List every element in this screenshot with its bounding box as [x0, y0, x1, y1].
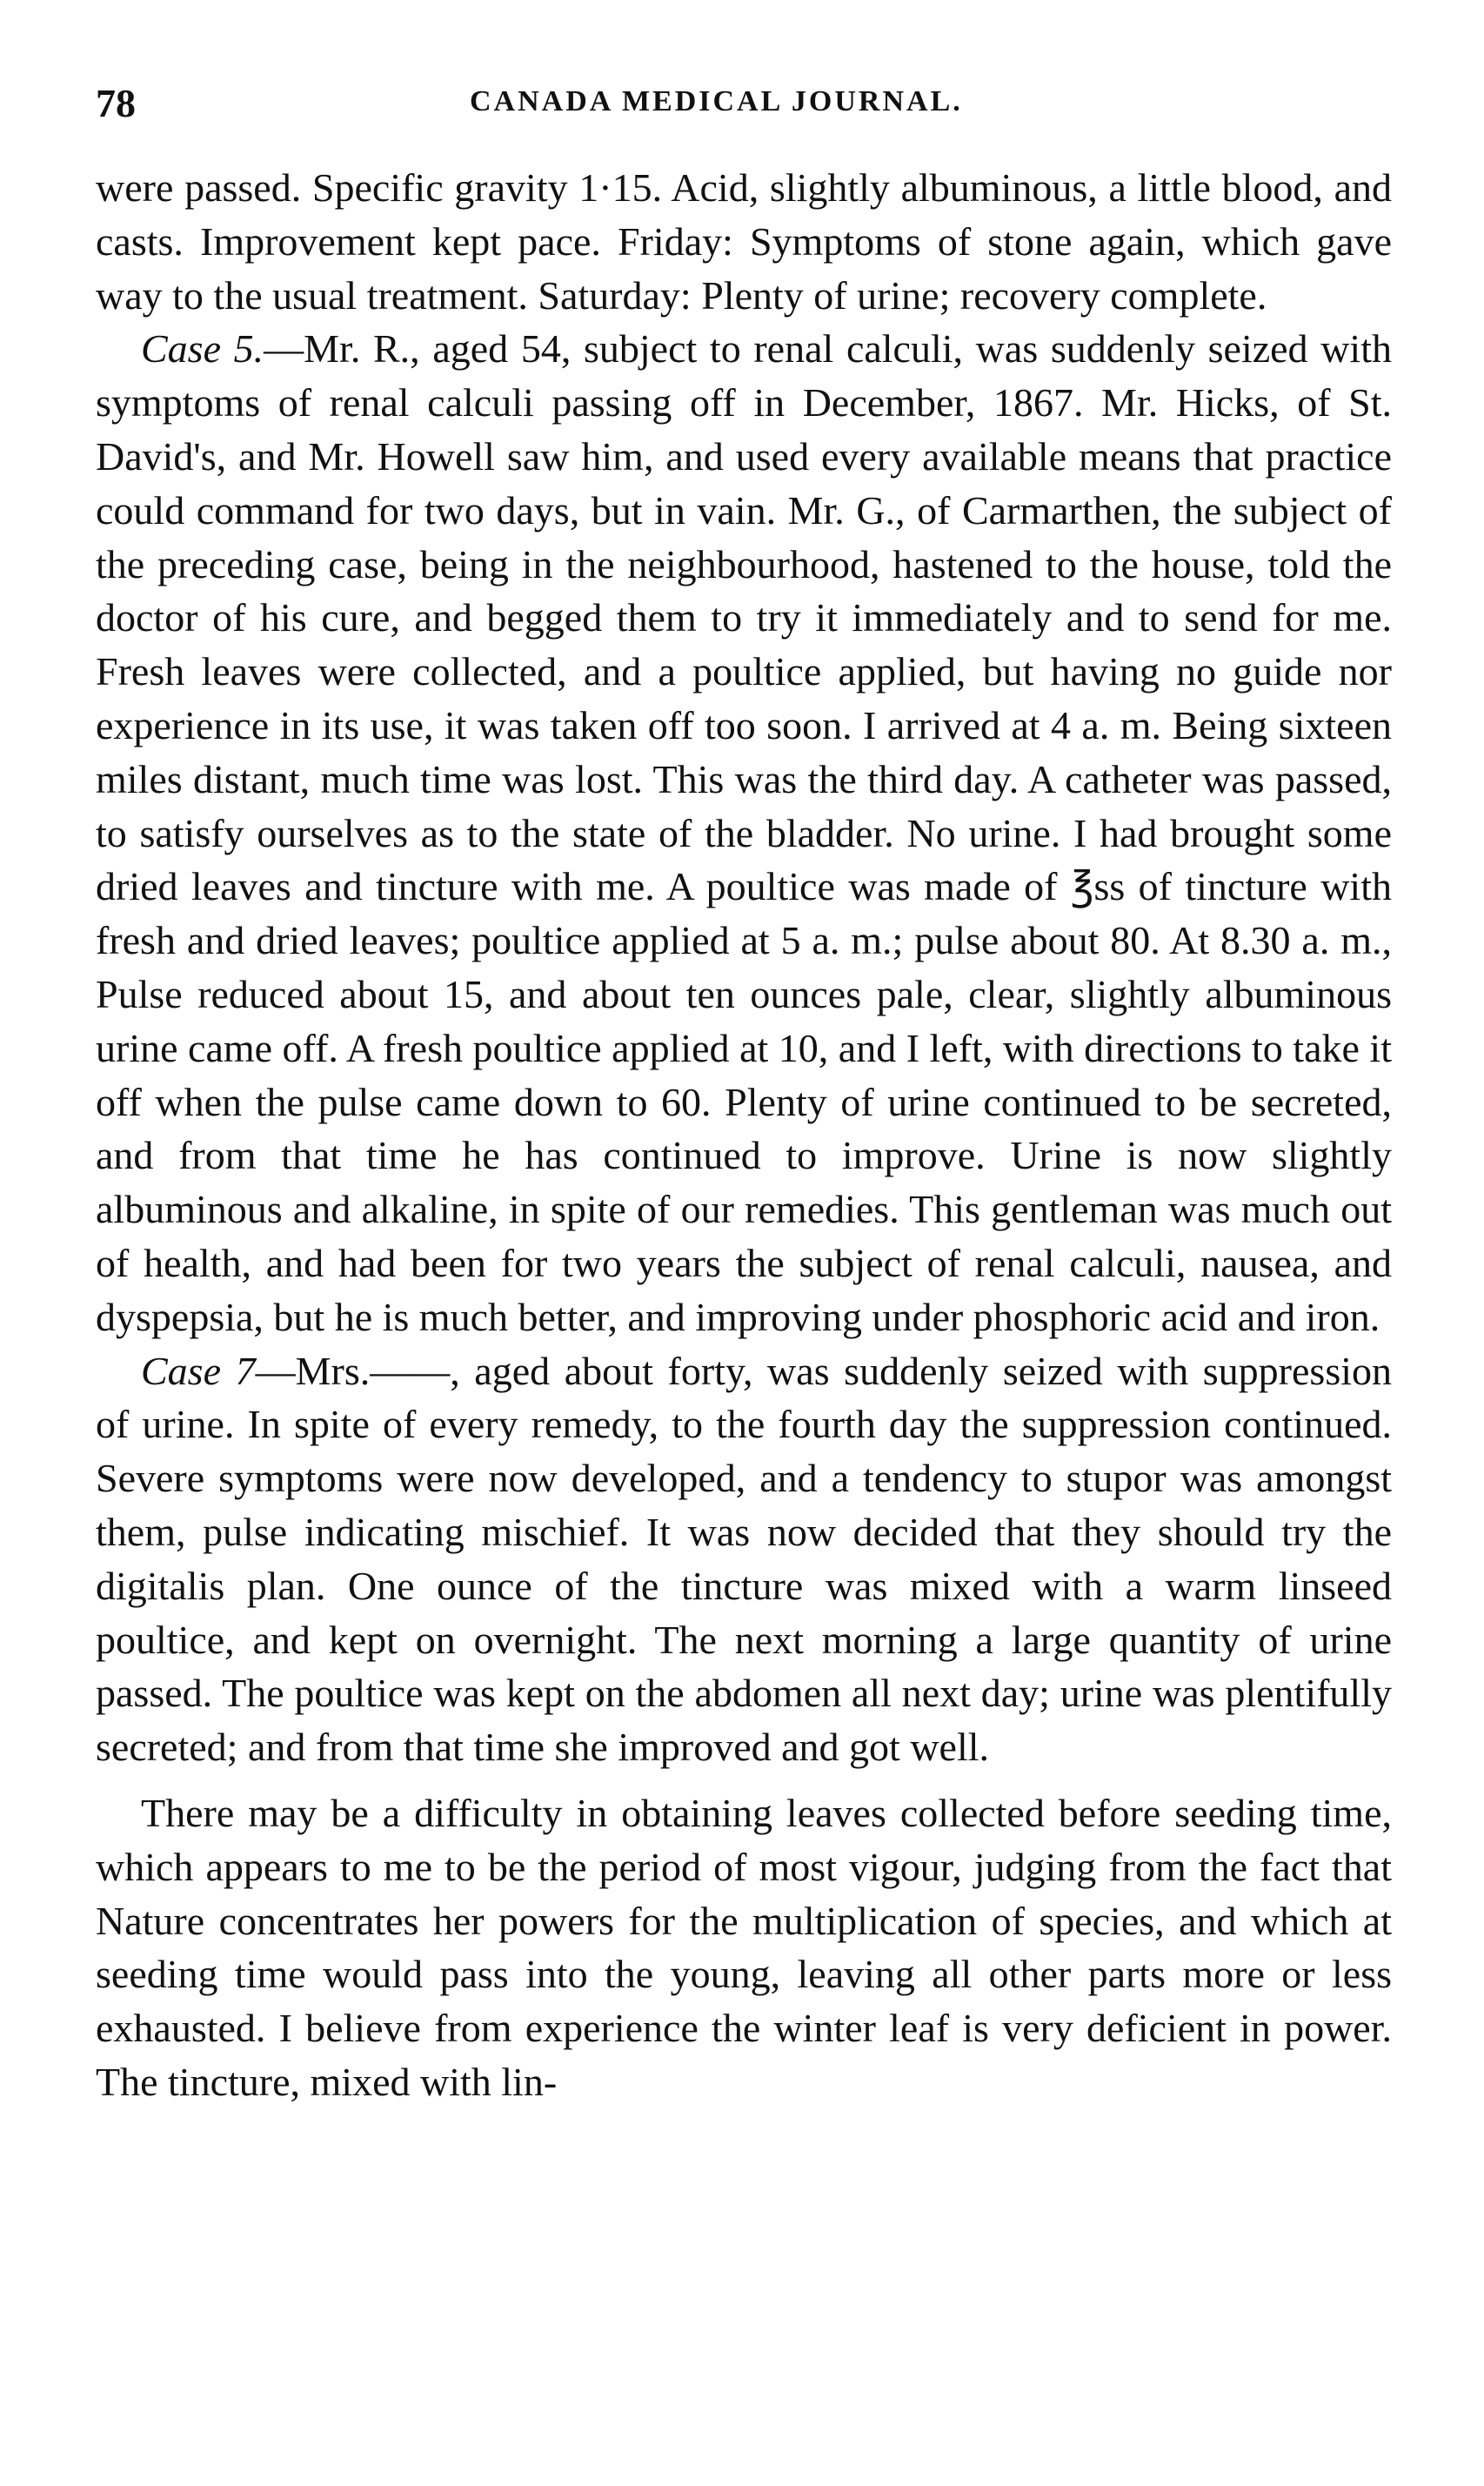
paragraph-text: —Mr. R., aged 54, subject to renal calculi, was suddenly seized with symptoms of renal calculi passing off in December, 1867. Mr. Hicks, of St. David's, and Mr. Howell saw him, and used every available means that practice could command for two days, but in vain. Mr. G., of Carmarthen, the subject of the preceding case, being in the neighbourhood, hastened to the house, told the doctor of his cure, and begged them to try it immediately and to send for me. Fresh leaves were collected, and a poultice applied, but having no guide nor experience in its use, it was taken off too soon. I arrived at 4 a. m. Being sixteen miles distant, much time was lost. This was the third day. A catheter was passed, to satisfy ourselves as to the state of the bladder. No urine. I had brought some dried leaves and tincture with me. A poultice was made of ℥ss of tincture with fresh and dried leaves; poultice applied at 5 a. m.; pulse about 80. At 8.30 a. m., Pulse reduced about 15, and about ten ounces pale, clear, slightly albuminous urine came off. A fresh poultice applied at 10, and I left, with directions to take it off when the pulse came down to 60. Plenty of urine continued to be secreted, and from that time he has continued to improve. Urine is now slightly albuminous and alkaline, in spite of our remedies. This gentleman was much out of health, and had been for two years the subject of renal calculi, nausea, and dyspepsia, but he is much better, and improving under phosphoric acid and iron.: [96, 326, 1392, 1339]
paragraph-closing: [96, 1786, 1392, 2109]
case-label: Case 5.: [141, 326, 264, 372]
paragraph-continuation: [96, 161, 1392, 322]
case-label: Case 7: [141, 1348, 256, 1393]
paragraph-case-5: [96, 322, 1392, 1344]
paragraph-text: There may be a difficulty in obtaining leaves collected before seeding time, which appears to me to be the period of most vigour, judging from the fact that Nature concentrates her powers for the multiplication of species, and which at seeding time would pass into the young, leaving all other parts more or less exhausted. I believe from experience the winter leaf is very deficient in power. The tincture, mixed with lin-: [96, 1790, 1392, 2104]
page-number: 78: [96, 81, 136, 125]
running-title: CANADA MEDICAL JOURNAL.: [470, 85, 963, 117]
article-body: [96, 161, 1392, 2109]
paragraph-case-7: [96, 1344, 1392, 1774]
paragraph-text: —Mrs.——, aged about forty, was suddenly seized with suppression of urine. In spite of every remedy, to the fourth day the suppression continued. Severe symptoms were now developed, and a tendency to stupor was amongst them, pulse indicating mischief. It was now decided that they should try the digitalis plan. One ounce of the tincture was mixed with a warm linseed poultice, and kept on overnight. The next morning a large quantity of urine passed. The poultice was kept on the abdomen all next day; urine was plentifully secreted; and from that time she improved and got well.: [96, 1348, 1392, 1770]
paragraph-text: were passed. Specific gravity 1·15. Acid, slightly albuminous, a little blood, and casts. Improvement kept pace. Friday: Symptoms of stone again, which gave way to the usual treatment. Saturday: Plenty of urine; recovery complete.: [96, 165, 1392, 318]
page-header: [96, 80, 1392, 132]
